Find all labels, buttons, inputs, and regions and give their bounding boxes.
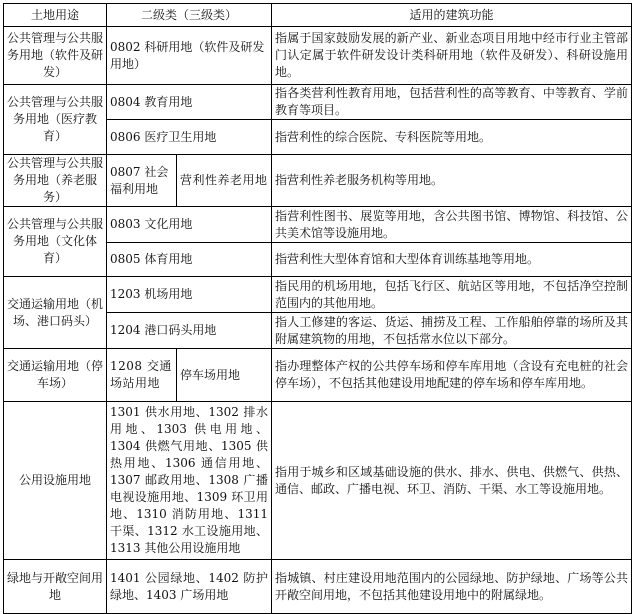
land-use-cell: 交通运输用地（机场、港口码头） bbox=[4, 277, 107, 349]
land-use-cell: 公共管理与公共服务用地（养老服务） bbox=[4, 155, 107, 207]
table-row bbox=[4, 85, 632, 120]
table-row bbox=[4, 207, 632, 243]
class-cell: 0802 科研用地（软件及研发用地） bbox=[107, 27, 272, 85]
function-cell: 指营利性养老服务机构等用地。 bbox=[272, 155, 632, 207]
function-cell: 指用于城乡和区域基础设施的供水、排水、供电、供燃气、供热、通信、邮政、广播电视、环卫、消防、干渠、水工等设施用地。 bbox=[272, 402, 632, 560]
class-cell: 1301 供水用地、1302 排水用地、1303 供电用地、1304 供燃气用地、1305 供热用地、1306 通信用地、1307 邮政用地、1308 广播电视设施用地、1309 环卫用地、1310 消防用地、1311 干渠、1312 水工设施用地、1313 其他公用设施用地 bbox=[107, 402, 272, 560]
class-cell: 0806 医疗卫生用地 bbox=[107, 120, 272, 155]
header-function: 适用的建筑功能 bbox=[272, 4, 632, 27]
function-cell: 指城镇、村庄建设用地范围内的公园绿地、防护绿地、广场等公共开敞空间用地，不包括其他建设用地中的附属绿地。 bbox=[272, 560, 632, 614]
land-use-cell: 交通运输用地（停车场） bbox=[4, 349, 107, 402]
land-use-cell: 公共管理与公共服务用地（医疗教育） bbox=[4, 85, 107, 155]
class-cell: 1203 机场用地 bbox=[107, 277, 272, 313]
table-header-row bbox=[4, 4, 632, 27]
subclass-cell: 停车场用地 bbox=[177, 349, 272, 402]
function-cell: 指民用的机场用地，包括飞行区、航站区等用地，不包括净空控制范围内的其他用地。 bbox=[272, 277, 632, 313]
land-use-cell: 公共管理与公共服务用地（软件及研发） bbox=[4, 27, 107, 85]
class-cell: 1208 交通场站用地 bbox=[107, 349, 177, 402]
subclass-cell: 营利性养老用地 bbox=[177, 155, 272, 207]
class-cell: 0804 教育用地 bbox=[107, 85, 272, 120]
land-use-cell: 公用设施用地 bbox=[4, 402, 107, 560]
table-row bbox=[4, 349, 632, 402]
function-cell: 指办理整体产权的公共停车场和停车库用地（含设有充电桩的社会停车场），不包括其他建设用地配建的停车场和停车库用地。 bbox=[272, 349, 632, 402]
table-row bbox=[4, 560, 632, 614]
function-cell: 指营利性大型体育馆和大型体育训练基地等用地。 bbox=[272, 243, 632, 277]
class-cell: 0805 体育用地 bbox=[107, 243, 272, 277]
class-cell: 0807 社会福利用地 bbox=[107, 155, 177, 207]
table-row bbox=[4, 277, 632, 313]
function-cell: 指营利性图书、展览等用地，含公共图书馆、博物馆、科技馆、公共美术馆等设施用地。 bbox=[272, 207, 632, 243]
class-cell: 1401 公园绿地、1402 防护绿地、1403 广场用地 bbox=[107, 560, 272, 614]
table-row bbox=[4, 155, 632, 207]
table-row bbox=[4, 402, 632, 560]
land-use-table bbox=[3, 3, 632, 614]
land-use-cell: 绿地与开敞空间用地 bbox=[4, 560, 107, 614]
land-use-cell: 公共管理与公共服务用地（文化体育） bbox=[4, 207, 107, 277]
function-cell: 指各类营利性教育用地，包括营利性的高等教育、中等教育、学前教育等项目。 bbox=[272, 85, 632, 120]
class-cell: 0803 文化用地 bbox=[107, 207, 272, 243]
function-cell: 指人工修建的客运、货运、捕捞及工程、工作船舶停靠的场所及其附属建筑物的用地，不包括常水位以下部分。 bbox=[272, 313, 632, 349]
header-class: 二级类（三级类） bbox=[107, 4, 272, 27]
class-cell: 1204 港口码头用地 bbox=[107, 313, 272, 349]
table-row bbox=[4, 27, 632, 85]
function-cell: 指属于国家鼓励发展的新产业、新业态项目用地中经市行业主管部门认定属于软件研发设计类科研用地（软件及研发）、科研设施用地。 bbox=[272, 27, 632, 85]
header-land-use: 土地用途 bbox=[4, 4, 107, 27]
function-cell: 指营利性的综合医院、专科医院等用地。 bbox=[272, 120, 632, 155]
